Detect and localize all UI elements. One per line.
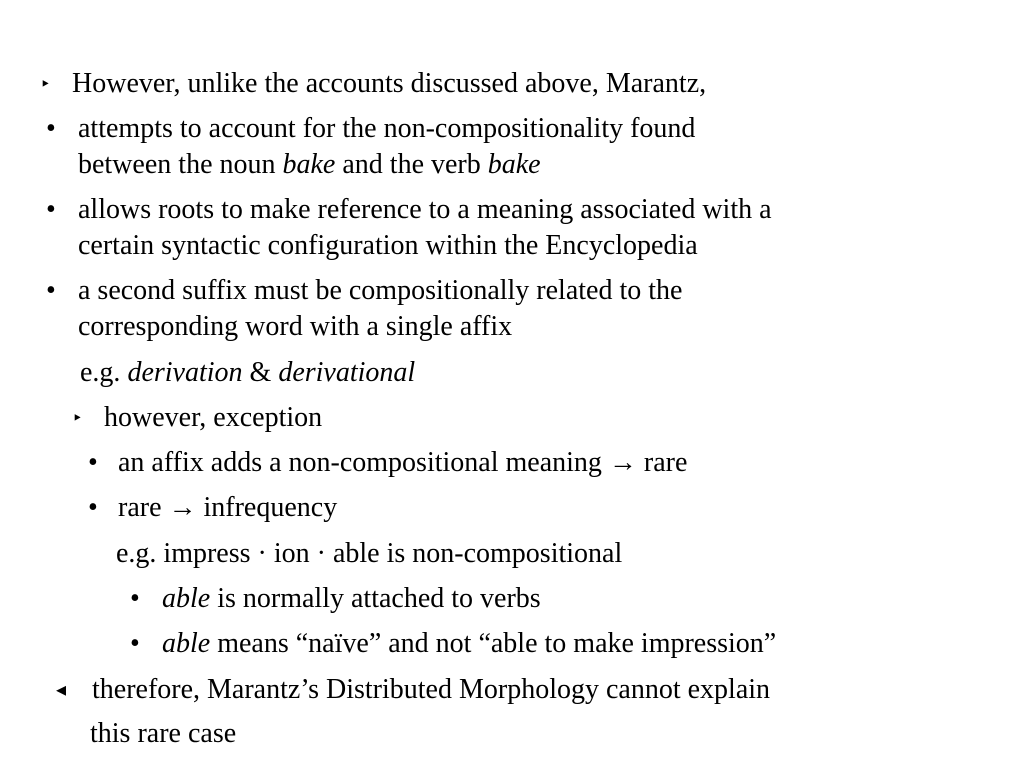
bullet-icon: • [130, 583, 140, 614]
example-ampersand: & [242, 357, 279, 388]
intro-line: However, unlike the accounts discussed above, Marantz, [72, 68, 707, 99]
sub-sub-bullet-naive [162, 626, 776, 662]
able-italic: able [162, 628, 211, 659]
bullet-icon: • [88, 492, 98, 523]
bullet-1-line-2 [78, 147, 541, 183]
bullet-1-text-a: between the noun [78, 149, 283, 180]
bullet-2-line-1: allows roots to make reference to a meaning associated with a [78, 194, 772, 225]
bullet-3-line-2: corresponding word with a single affix [78, 311, 513, 342]
conclusion-line-1: therefore, Marantz’s Distributed Morphology cannot explain [92, 674, 771, 705]
exception-line: however, exception [104, 402, 323, 433]
triangle-bullet-icon: ‣ [72, 408, 83, 428]
example-prefix: e.g. [80, 357, 128, 388]
bullet-2-line-2: certain syntactic configuration within the Encyclopedia [78, 230, 698, 261]
able-naive-text: means “naïve” and not “able to make impression” [210, 628, 777, 659]
bullet-icon: • [88, 447, 98, 478]
sub-bullet-rare: rare → infrequency [118, 492, 338, 523]
bullet-1-line-1: attempts to account for the non-compositionality found [78, 113, 696, 144]
left-triangle-bullet-icon: ◂ [56, 679, 67, 701]
bullet-icon: • [130, 628, 140, 659]
triangle-bullet-icon: ‣ [40, 74, 51, 94]
example-impress: e.g. impress · ion · able is non-compositional [116, 538, 623, 569]
bullet-1-italic-noun: bake [282, 149, 336, 180]
bullet-icon: • [46, 275, 56, 306]
example-derivational-word: derivational [278, 357, 416, 388]
bullet-icon: • [46, 113, 56, 144]
bullet-3-line-1: a second suffix must be compositionally related to the [78, 275, 683, 306]
conclusion-line-2: this rare case [90, 718, 237, 749]
able-italic: able [162, 583, 211, 614]
example-derivation [80, 355, 415, 391]
bullet-1-italic-verb: bake [487, 149, 541, 180]
sub-sub-bullet-verbs [162, 581, 541, 617]
bullet-1-text-c: and the verb [335, 149, 488, 180]
example-derivation-word: derivation [127, 357, 243, 388]
able-verbs-text: is normally attached to verbs [210, 583, 541, 614]
bullet-icon: • [46, 194, 56, 225]
sub-bullet-affix: an affix adds a non-compositional meaning → rare [118, 447, 688, 478]
